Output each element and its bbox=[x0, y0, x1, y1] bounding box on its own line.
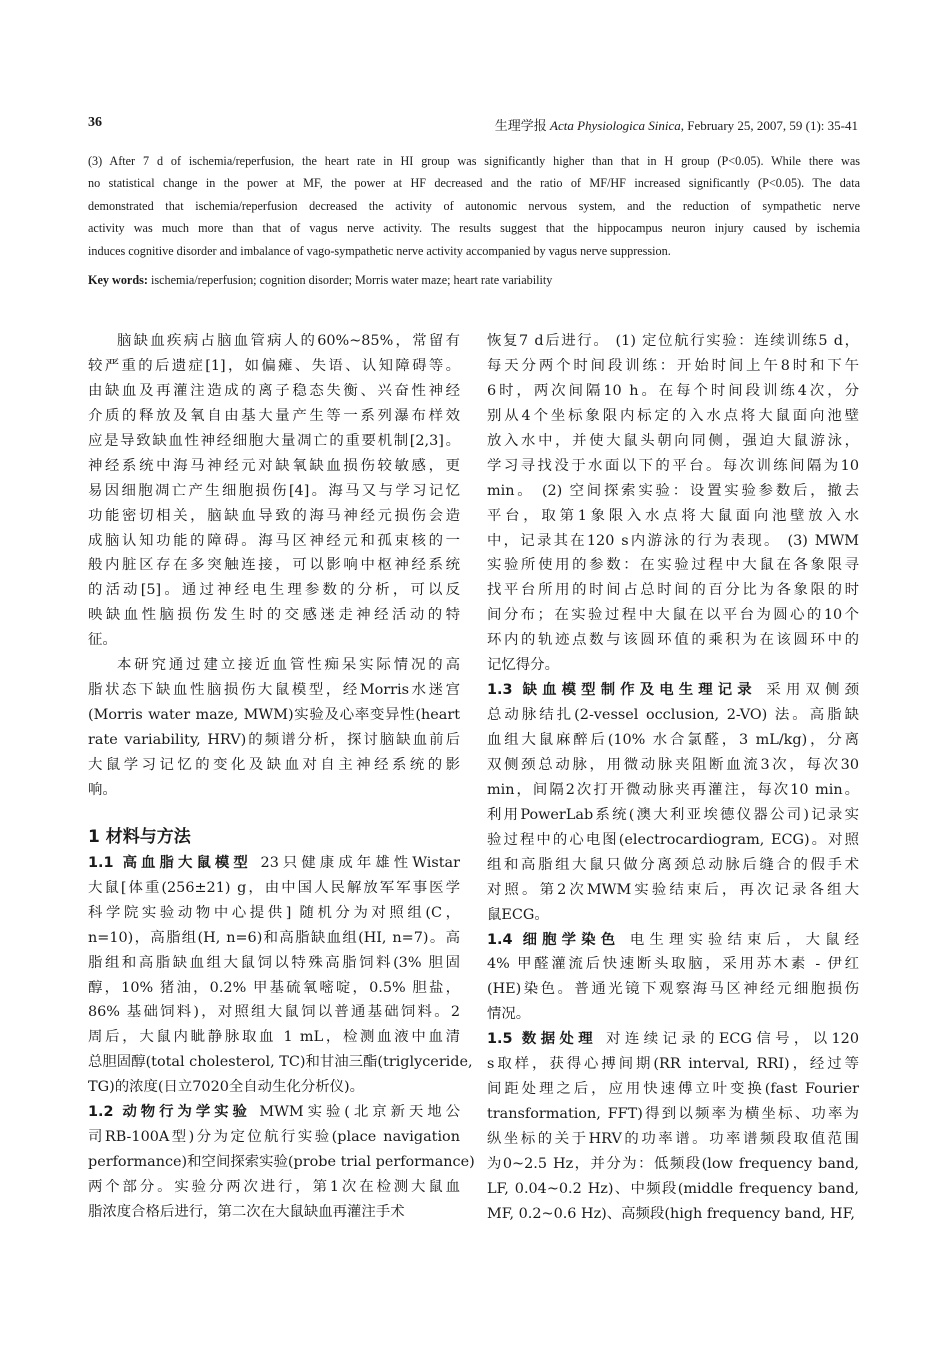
body-text-line: LF, 0.04~0.2 Hz)、中频段(middle frequency band, bbox=[487, 1180, 859, 1197]
body-text-line: 功能密切相关，脑缺血导致的海马神经元损伤会造 bbox=[88, 507, 460, 524]
body-text-line: 成脑认知功能的障碍。海马区神经元和孤束核的一 bbox=[88, 532, 460, 549]
body-text-line: TG)的浓度(日立7020全自动生化分析仪)。 bbox=[88, 1079, 365, 1096]
body-text-line: 记忆得分。 bbox=[487, 657, 559, 674]
body-text-line: 情况。 bbox=[487, 1006, 531, 1023]
subsection-paragraph-start: 1.2 动物行为学实验 MWM实验(北京新天地公 bbox=[88, 1104, 460, 1121]
body-text-line: 每天分两个时间段训练：开始时间上午8时和下午 bbox=[487, 357, 859, 374]
body-text-line: 司RB-100A型)分为定位航行实验(place navigation bbox=[88, 1129, 460, 1146]
subsection-heading: 1.2 动物行为学实验 bbox=[88, 1104, 251, 1121]
body-text-line: 脑缺血疾病占脑血管病人的60%~85%，常留有 bbox=[117, 333, 460, 349]
body-text-line: 找平台所用的时间占总时间的百分比为各象限的时 bbox=[487, 582, 859, 599]
body-text-line: 间分布；在实验过程中大鼠在以平台为圆心的10个 bbox=[487, 607, 859, 624]
body-text-line: 响。 bbox=[88, 781, 117, 798]
body-text-line: 鼠ECG。 bbox=[487, 906, 549, 923]
subsection-paragraph-start: 1.1 高血脂大鼠模型 23只健康成年雄性Wistar bbox=[88, 854, 460, 871]
subsection-paragraph-start: 1.5 数据处理 对连续记录的ECG信号，以120 bbox=[487, 1031, 859, 1048]
abstract-line: (3) After 7 d of ischemia/reperfusion, the heart rate in HI group was significantly higher than that in H group (P<0.05). While there was bbox=[88, 154, 860, 168]
body-text-line: (Morris water maze, MWM)实验及心率变异性(heart bbox=[88, 707, 460, 724]
body-text-line: transformation, FFT)得到以频率为横坐标、功率为 bbox=[487, 1106, 859, 1123]
body-text-line: 别从4个坐标象限内标定的入水点将大鼠面向池壁 bbox=[487, 407, 859, 424]
body-text-line: 介质的释放及氧自由基大量产生等一系列瀑布样效 bbox=[88, 407, 460, 424]
body-text-line: 纵坐标的关于HRV的功率谱。功率谱频段取值范围 bbox=[487, 1131, 859, 1147]
body-text-line: 大鼠学习记忆的变化及缺血对自主神经系统的影 bbox=[88, 756, 460, 773]
body-text-line: 较严重的后遗症[1]，如偏瘫、失语、认知障碍等。 bbox=[88, 357, 460, 374]
body-text-line: 6时，两次间隔10 h。在每个时间段训练4次，分 bbox=[487, 382, 859, 399]
keywords bbox=[88, 273, 552, 288]
body-text-line: 由缺血及再灌注造成的离子稳态失衡、兴奋性神经 bbox=[88, 382, 460, 399]
body-text-line: 脂浓度合格后进行，第二次在大鼠缺血再灌注手术 bbox=[88, 1203, 405, 1220]
body-text-line: 血组大鼠麻醉后(10% 水合氯醛，3 mL/kg)，分离 bbox=[487, 732, 859, 748]
body-text-line: 周后，大鼠内眦静脉取血 1 mL，检测血液中血清 bbox=[88, 1029, 460, 1046]
body-text-line: 间距处理之后，应用快速傅立叶变换(fast Fourier bbox=[487, 1081, 859, 1098]
body-text-line: 利用PowerLab系统(澳大利亚埃德仪器公司)记录实 bbox=[487, 806, 859, 823]
body-text-line: min，间隔2次打开微动脉夹再灌注，每次10 min。 bbox=[487, 781, 859, 798]
subsection-paragraph-start: 1.3 缺血模型制作及电生理记录 采用双侧颈 bbox=[487, 682, 859, 699]
body-text-line: 科学院实验动物中心提供] 随机分为对照组(C， bbox=[88, 904, 460, 921]
body-text-line: 对照。第2次MWM实验结束后，再次记录各组大 bbox=[487, 881, 859, 898]
page-number: 36 bbox=[88, 115, 102, 130]
abstract-line: activity was much more than that of vagus nerve activity. The results suggest that the hippocampus neuron injury caused by ischemia bbox=[88, 221, 860, 236]
body-text-line: 4% 甲醛灌流后快速断头取脑，采用苏木素 - 伊红 bbox=[487, 956, 859, 973]
body-text-line: 放入水中，并使大鼠头朝向同侧，强迫大鼠游泳， bbox=[487, 432, 859, 449]
body-text-line: 中，记录其在120 s内游泳的行为表现。 (3) MWM bbox=[487, 532, 859, 549]
body-text-line: 应是导致缺血性神经细胞大量凋亡的重要机制[2,3]。 bbox=[88, 432, 460, 449]
keywords-label: Key words: bbox=[88, 273, 148, 287]
body-text-line: 实验所使用的参数：在实验过程中大鼠在各象限寻 bbox=[487, 557, 859, 574]
subsection-heading: 1.3 缺血模型制作及电生理记录 bbox=[487, 682, 757, 699]
body-text-line: 大鼠[体重(256±21) g，由中国人民解放军军事医学 bbox=[88, 879, 460, 896]
body-text-line: 两个部分。实验分两次进行，第1次在检测大鼠血 bbox=[88, 1179, 460, 1195]
body-column-right bbox=[487, 329, 859, 1227]
body-text-line: 脂组和高脂缺血组大鼠饲以特殊高脂饲料(3% 胆固 bbox=[88, 954, 460, 971]
running-head-issue: , February 25, 2007, 59 (1): 35-41 bbox=[680, 118, 858, 133]
body-text-line: rate variability, HRV)的频谱分析，探讨脑缺血前后 bbox=[88, 732, 460, 748]
body-text-line: (HE)染色。普通光镜下观察海马区神经元细胞损伤 bbox=[487, 981, 859, 998]
subsection-heading: 1.4 细胞学染色 bbox=[487, 931, 621, 948]
body-text-line: 神经系统中海马神经元对缺氧缺血损伤较敏感，更 bbox=[88, 457, 460, 474]
running-head-journal-en: Acta Physiologica Sinica bbox=[550, 118, 681, 133]
body-text-line: s取样，获得心搏间期(RR interval, RRI)，经过等 bbox=[487, 1056, 859, 1073]
body-text-line: 验过程中的心电图(electrocardiogram, ECG)。对照 bbox=[487, 831, 859, 848]
body-text-line: 易因细胞凋亡产生细胞损伤[4]。海马又与学习记忆 bbox=[88, 482, 460, 499]
body-text-line: 恢复7 d后进行。 (1) 定位航行实验：连续训练5 d， bbox=[487, 333, 859, 349]
body-text-line: 86% 基础饲料)，对照组大鼠饲以普通基础饲料。2 bbox=[88, 1004, 460, 1021]
body-text-line: min。 (2) 空间探索实验：设置实验参数后，撤去 bbox=[487, 482, 859, 499]
keywords-text: ischemia/reperfusion; cognition disorder; Morris water maze; heart rate variability bbox=[147, 273, 553, 287]
body-text-line: 的活动[5]。通过神经电生理参数的分析，可以反 bbox=[88, 582, 460, 599]
body-text-line: performance)和空间探索实验(probe trial performance) bbox=[88, 1154, 475, 1171]
abstract-line: no statistical change in the power at MF, the power at HF decreased and the ratio of MF/HF increased significantly (P<0.05). The data bbox=[88, 176, 860, 191]
body-text-line: 双侧颈总动脉，用微动脉夹阻断血流3次，每次30 bbox=[487, 756, 859, 773]
body-text-line: 映缺血性脑损伤发生时的交感迷走神经活动的特 bbox=[88, 607, 460, 624]
body-text-line: 醇，10% 猪油，0.2% 甲基硫氧嘧啶，0.5% 胆盐， bbox=[88, 979, 460, 996]
abstract-line: demonstrated that ischemia/reperfusion decreased the activity of autonomic nervous system, and the reduction of sympathetic nerve bbox=[88, 198, 860, 213]
body-text-line: 组和高脂组大鼠只做分离颈总动脉后缝合的假手术 bbox=[487, 856, 859, 873]
body-text-line: 环内的轨迹点数与该圆环值的乘积为在该圆环中的 bbox=[487, 632, 859, 649]
body-text-line: 总动脉结扎(2-vessel occlusion, 2-VO) 法。高脂缺 bbox=[487, 707, 859, 724]
body-text-line: MF, 0.2~0.6 Hz)、高频段(high frequency band, HF, bbox=[487, 1205, 855, 1222]
body-text-line: n=10)，高脂组(H, n=6)和高脂缺血组(HI, n=7)。高 bbox=[88, 929, 460, 946]
subsection-paragraph-start: 1.4 细胞学染色 电生理实验结束后，大鼠经 bbox=[487, 931, 859, 948]
body-text-line: 平台，取第1象限入水点将大鼠面向池壁放入水 bbox=[487, 507, 859, 524]
body-text-line: 学习寻找没于水面以下的平台。每次训练间隔为10 bbox=[487, 457, 859, 474]
body-text-line: 本研究通过建立接近血管性痴呆实际情况的高 bbox=[117, 657, 460, 674]
running-head bbox=[495, 115, 858, 134]
body-text-line: 总胆固醇(total cholesterol, TC)和甘油三酯(triglyceride, bbox=[88, 1054, 473, 1071]
abstract-line: induces cognitive disorder and imbalance of vago-sympathetic nerve activity accompanied by vagus nerve suppression. bbox=[88, 243, 671, 258]
body-text-line: 脂状态下缺血性脑损伤大鼠模型，经Morris水迷宫 bbox=[88, 682, 460, 699]
body-text-line: 征。 bbox=[88, 632, 117, 649]
subsection-heading: 1.5 数据处理 bbox=[487, 1031, 598, 1048]
body-text-line: 般内脏区存在多突触连接，可以影响中枢神经系统 bbox=[88, 557, 460, 574]
body-column-left bbox=[88, 329, 475, 1225]
body-text-line: 为0~2.5 Hz，并分为：低频段(low frequency band, bbox=[487, 1155, 859, 1172]
subsection-heading: 1.1 高血脂大鼠模型 bbox=[88, 854, 252, 871]
section-heading: 1 材料与方法 bbox=[88, 826, 191, 847]
running-head-journal-cn: 生理学报 bbox=[494, 118, 547, 133]
abstract bbox=[88, 150, 860, 262]
